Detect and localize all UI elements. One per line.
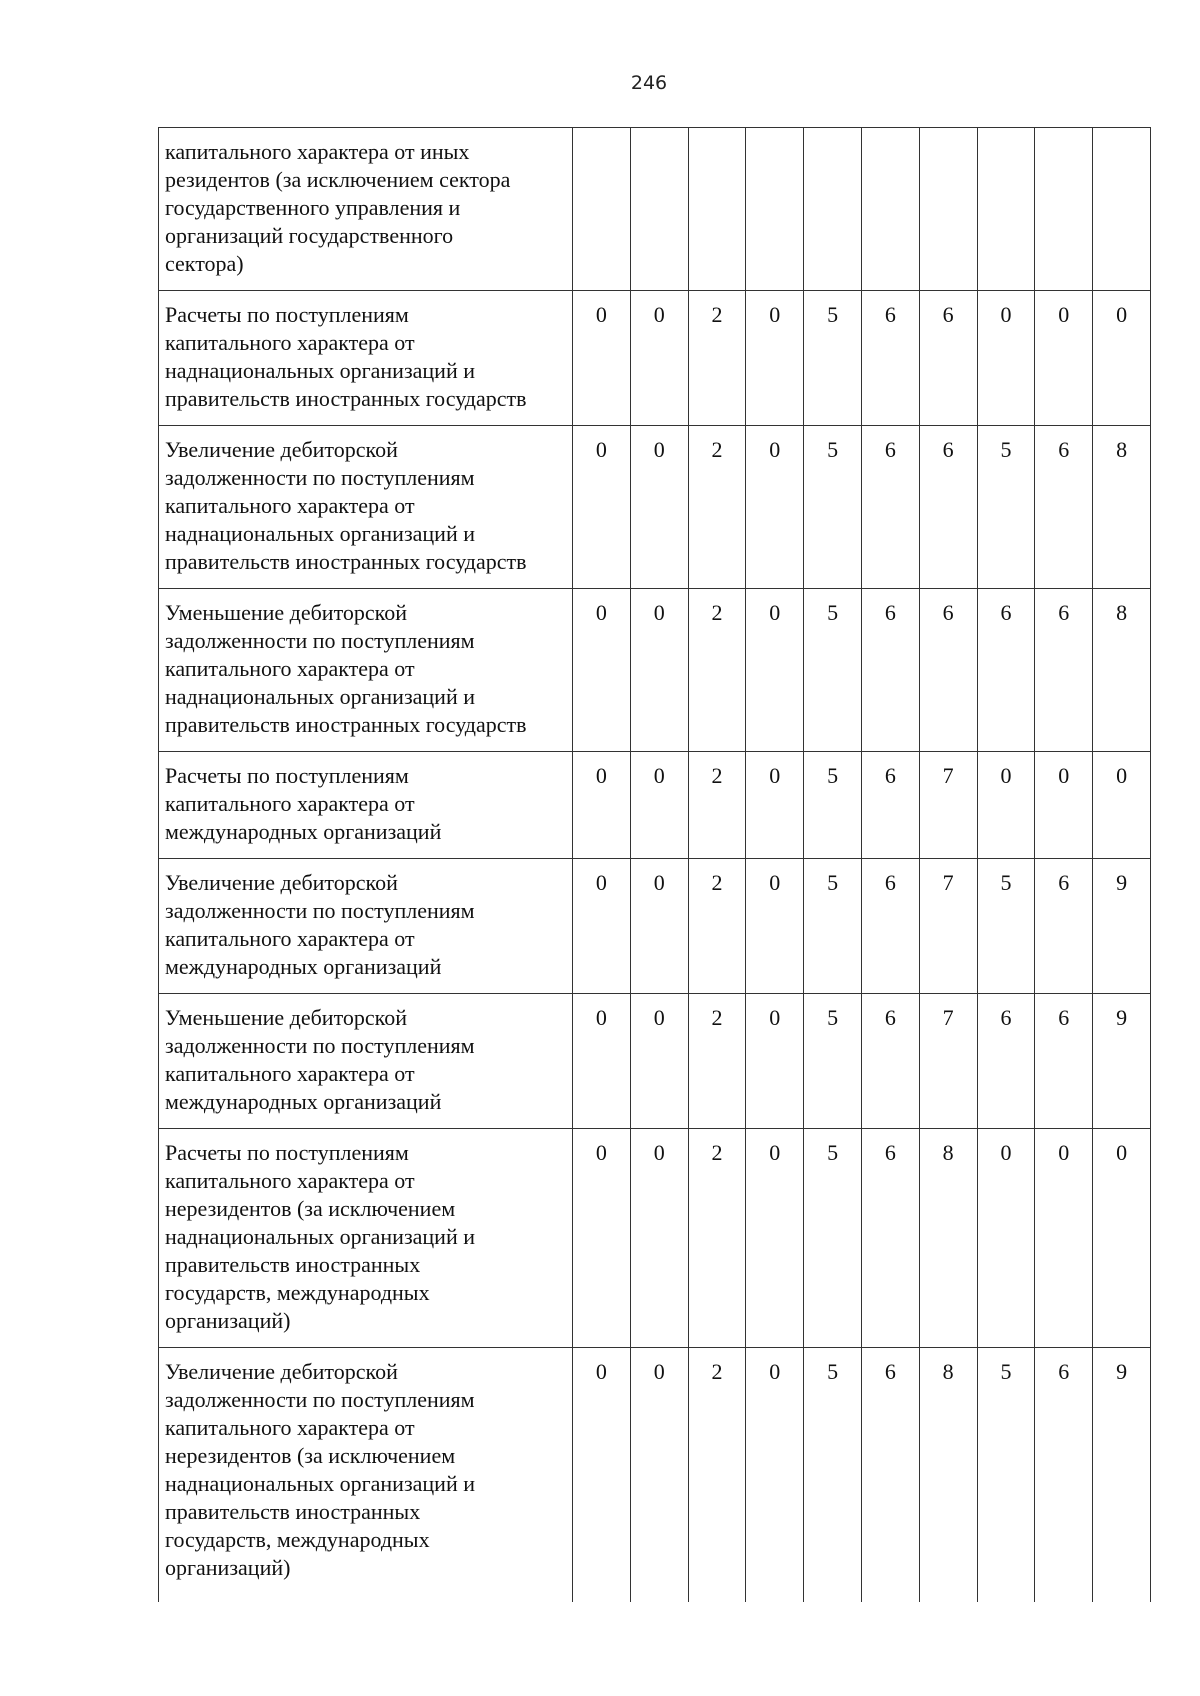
code-digit: 0 — [630, 1348, 688, 1603]
code-digit: 8 — [919, 1348, 977, 1603]
code-digit: 6 — [861, 859, 919, 994]
code-digit: 0 — [630, 994, 688, 1129]
code-digit: 0 — [630, 426, 688, 589]
page-number: 246 — [630, 72, 668, 94]
code-digit: 6 — [919, 291, 977, 426]
code-digit: 2 — [688, 1129, 746, 1348]
code-digit: 6 — [1035, 426, 1093, 589]
code-digit: 0 — [573, 1348, 631, 1603]
row-label-cell — [159, 426, 573, 589]
code-digit: 5 — [977, 1348, 1035, 1603]
code-digit: 5 — [977, 426, 1035, 589]
code-digit: 0 — [1035, 752, 1093, 859]
code-digit — [804, 128, 862, 291]
code-digit: 5 — [804, 1348, 862, 1603]
classification-table — [158, 127, 1151, 1602]
code-digit — [861, 128, 919, 291]
table-row — [159, 589, 1151, 752]
code-digit: 6 — [977, 994, 1035, 1129]
row-label: Увеличение дебиторской задолженности по поступлениям капитального характера от наднациональных организаций и правительств иностранных государств — [165, 437, 527, 574]
code-digit: 5 — [804, 291, 862, 426]
row-label-cell — [159, 1348, 573, 1603]
table-row — [159, 1348, 1151, 1603]
code-digit: 6 — [861, 752, 919, 859]
code-digit: 6 — [861, 589, 919, 752]
code-digit: 0 — [573, 291, 631, 426]
code-digit: 6 — [861, 291, 919, 426]
code-digit: 0 — [573, 859, 631, 994]
row-label-cell — [159, 1129, 573, 1348]
code-digit — [688, 128, 746, 291]
code-digit: 8 — [919, 1129, 977, 1348]
code-digit: 6 — [1035, 994, 1093, 1129]
row-label-cell — [159, 859, 573, 994]
code-digit: 0 — [746, 589, 804, 752]
code-digit: 2 — [688, 859, 746, 994]
table-row — [159, 752, 1151, 859]
code-digit — [919, 128, 977, 291]
row-label-cell — [159, 994, 573, 1129]
code-digit: 6 — [1035, 859, 1093, 994]
table-row — [159, 1129, 1151, 1348]
code-digit: 0 — [1035, 1129, 1093, 1348]
row-label: Расчеты по поступлениям капитального характера от нерезидентов (за исключением наднациональных организаций и правительств иностранных государств, международных организаций) — [165, 1140, 475, 1333]
row-label-cell — [159, 589, 573, 752]
table-row — [159, 994, 1151, 1129]
code-digit — [746, 128, 804, 291]
code-digit: 0 — [1093, 291, 1151, 426]
code-digit: 5 — [804, 589, 862, 752]
code-digit: 2 — [688, 589, 746, 752]
code-digit: 6 — [861, 1348, 919, 1603]
row-label: Уменьшение дебиторской задолженности по поступлениям капитального характера от наднациональных организаций и правительств иностранных государств — [165, 600, 527, 737]
code-digit: 0 — [977, 752, 1035, 859]
code-digit: 0 — [573, 752, 631, 859]
code-digit: 0 — [746, 291, 804, 426]
code-digit: 6 — [861, 426, 919, 589]
code-digit: 0 — [746, 752, 804, 859]
row-label: Расчеты по поступлениям капитального характера от международных организаций — [165, 763, 442, 844]
code-digit: 5 — [804, 752, 862, 859]
code-digit: 5 — [977, 859, 1035, 994]
code-digit: 0 — [573, 1129, 631, 1348]
code-digit: 5 — [804, 426, 862, 589]
code-digit: 0 — [1035, 291, 1093, 426]
code-digit: 6 — [919, 589, 977, 752]
code-digit: 0 — [746, 1348, 804, 1603]
code-digit: 9 — [1093, 1348, 1151, 1603]
code-digit — [630, 128, 688, 291]
row-label: Увеличение дебиторской задолженности по поступлениям капитального характера от нерезидентов (за исключением наднациональных организаций и правительств иностранных государств, международных организаций) — [165, 1359, 475, 1580]
code-digit: 0 — [746, 426, 804, 589]
code-digit: 0 — [746, 994, 804, 1129]
row-label: капитального характера от иных резидентов (за исключением сектора государственного управления и организаций государственного сектора) — [165, 139, 511, 276]
code-digit: 6 — [861, 1129, 919, 1348]
code-digit: 0 — [573, 589, 631, 752]
code-digit: 0 — [977, 1129, 1035, 1348]
code-digit: 6 — [861, 994, 919, 1129]
row-label: Увеличение дебиторской задолженности по поступлениям капитального характера от международных организаций — [165, 870, 475, 979]
code-digit — [977, 128, 1035, 291]
code-digit: 0 — [630, 1129, 688, 1348]
code-digit: 2 — [688, 426, 746, 589]
table-row — [159, 128, 1151, 291]
code-digit: 0 — [630, 589, 688, 752]
code-digit: 6 — [1035, 1348, 1093, 1603]
code-digit: 9 — [1093, 859, 1151, 994]
code-digit: 0 — [630, 291, 688, 426]
code-digit — [1035, 128, 1093, 291]
code-digit — [573, 128, 631, 291]
code-digit: 0 — [746, 1129, 804, 1348]
table-row — [159, 859, 1151, 994]
code-digit: 0 — [1093, 752, 1151, 859]
code-digit: 5 — [804, 994, 862, 1129]
row-label-cell — [159, 291, 573, 426]
code-digit: 2 — [688, 291, 746, 426]
code-digit: 2 — [688, 1348, 746, 1603]
row-label-cell — [159, 128, 573, 291]
code-digit: 0 — [977, 291, 1035, 426]
row-label-cell — [159, 752, 573, 859]
code-digit: 0 — [630, 752, 688, 859]
code-digit: 9 — [1093, 994, 1151, 1129]
code-digit: 0 — [573, 426, 631, 589]
code-digit: 7 — [919, 859, 977, 994]
code-digit: 7 — [919, 994, 977, 1129]
row-label: Уменьшение дебиторской задолженности по поступлениям капитального характера от международных организаций — [165, 1005, 475, 1114]
code-digit: 0 — [1093, 1129, 1151, 1348]
code-digit: 6 — [919, 426, 977, 589]
code-digit: 5 — [804, 1129, 862, 1348]
code-digit: 7 — [919, 752, 977, 859]
code-digit: 2 — [688, 994, 746, 1129]
code-digit — [1093, 128, 1151, 291]
code-digit: 5 — [804, 859, 862, 994]
table-row — [159, 426, 1151, 589]
code-digit: 6 — [977, 589, 1035, 752]
code-digit: 0 — [630, 859, 688, 994]
code-digit: 6 — [1035, 589, 1093, 752]
code-digit: 0 — [746, 859, 804, 994]
table-row — [159, 291, 1151, 426]
code-digit: 8 — [1093, 589, 1151, 752]
code-digit: 2 — [688, 752, 746, 859]
code-digit: 8 — [1093, 426, 1151, 589]
row-label: Расчеты по поступлениям капитального характера от наднациональных организаций и правительств иностранных государств — [165, 302, 527, 411]
code-digit: 0 — [573, 994, 631, 1129]
